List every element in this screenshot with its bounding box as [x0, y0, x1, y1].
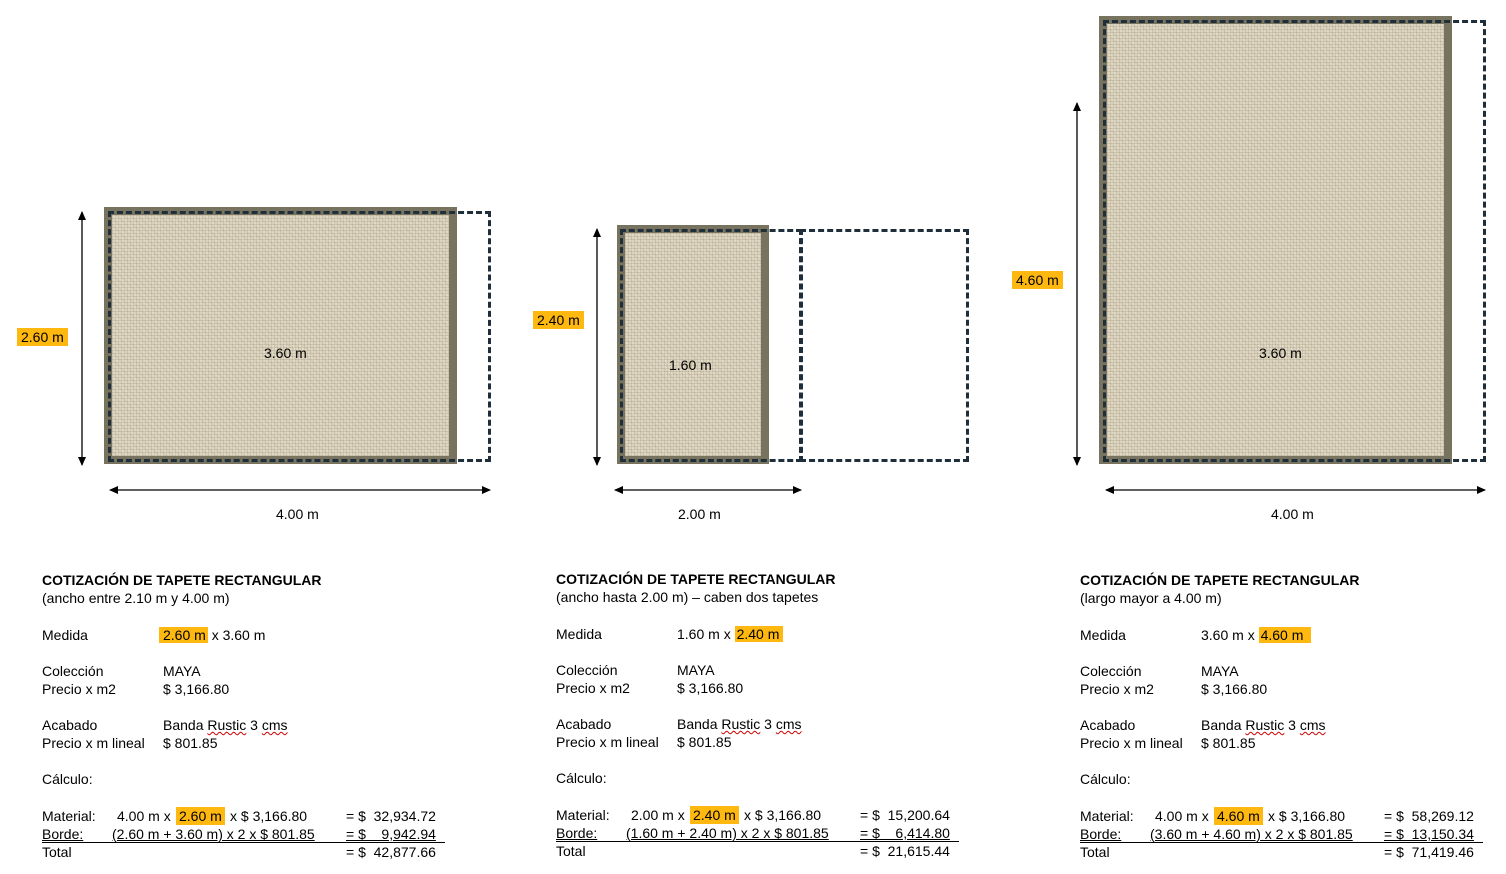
acabado-row — [556, 715, 986, 733]
borde-label: Borde: — [1080, 826, 1122, 842]
borde-row — [42, 825, 472, 843]
rug3-dashed-outline — [1103, 20, 1486, 462]
borde-formula: (1.60 m + 2.40 m) x 2 x $ 801.85 — [626, 825, 829, 841]
total-row — [556, 842, 986, 860]
rug2-inner-width-label: 1.60 m — [669, 357, 712, 373]
coleccion-row — [556, 661, 986, 679]
material-formula-pre: 2.00 m x — [631, 807, 685, 823]
material-highlight: 2.60 m — [176, 807, 225, 825]
precio-m2-value: $ 3,166.80 — [677, 680, 744, 696]
borde-total: = $ 13,150.34 — [1384, 826, 1474, 842]
spellcheck-word: Rustic — [721, 716, 761, 732]
precio-lineal-value: $ 801.85 — [1201, 735, 1256, 751]
material-row — [556, 806, 986, 824]
precio-lineal-row — [556, 733, 986, 751]
medida-highlight: 2.60 m — [159, 627, 208, 643]
quote-block-3 — [1080, 571, 1506, 861]
borde-underline-1 — [42, 842, 445, 843]
precio-m2-value: $ 3,166.80 — [163, 681, 230, 697]
rug3-outer-width-label: 4.00 m — [1271, 506, 1314, 522]
calculo-row — [42, 770, 472, 788]
precio-m2-label: Precio x m2 — [42, 681, 116, 697]
spellcheck-word: cms — [261, 717, 288, 733]
borde-formula: (3.60 m + 4.60 m) x 2 x $ 801.85 — [1150, 826, 1353, 842]
coleccion-value: MAYA — [1201, 663, 1239, 679]
acabado-value: Banda Rustic 3 cms — [1201, 717, 1326, 733]
precio-m2-label: Precio x m2 — [556, 680, 630, 696]
material-highlight: 4.60 m — [1214, 807, 1263, 825]
quote-block-1 — [42, 571, 472, 861]
spellcheck-word: Rustic — [1245, 717, 1285, 733]
spellcheck-word: Rustic — [207, 717, 247, 733]
quote-subtitle: (ancho hasta 2.00 m) – caben dos tapetes — [556, 589, 819, 605]
calculo-label: Cálculo: — [42, 771, 93, 787]
calculo-row — [1080, 770, 1506, 788]
borde-label: Borde: — [556, 825, 598, 841]
quote-title: COTIZACIÓN DE TAPETE RECTANGULAR — [42, 572, 322, 588]
quote-block-2 — [556, 570, 986, 860]
medida-label: Medida — [1080, 627, 1126, 643]
borde-row — [556, 824, 986, 842]
material-formula-post: x $ 3,166.80 — [744, 807, 822, 823]
borde-underline-2 — [556, 841, 959, 842]
acabado-label: Acabado — [42, 717, 98, 733]
material-total: = $ 15,200.64 — [860, 807, 950, 823]
borde-label: Borde: — [42, 826, 84, 842]
acabado-value: Banda Rustic 3 cms — [163, 717, 288, 733]
rug1-outer-width-label: 4.00 m — [276, 506, 319, 522]
total-label: Total — [1080, 844, 1110, 860]
borde-total: = $ 9,942.94 — [346, 826, 436, 842]
material-row — [1080, 807, 1506, 825]
rug3-inner-width-label: 3.60 m — [1259, 345, 1302, 361]
precio-m2-row — [42, 680, 472, 698]
rug2-outer-width-label: 2.00 m — [678, 506, 721, 522]
total-row — [1080, 843, 1506, 861]
coleccion-label: Colección — [556, 662, 618, 678]
borde-row — [1080, 825, 1506, 843]
precio-lineal-value: $ 801.85 — [677, 734, 732, 750]
quote-title: COTIZACIÓN DE TAPETE RECTANGULAR — [1080, 572, 1360, 588]
medida-rest: x 3.60 m — [211, 627, 266, 643]
quote-subtitle: (largo mayor a 4.00 m) — [1080, 590, 1222, 606]
rug2-dashed-outline-right — [800, 229, 969, 462]
quote-subtitle: (ancho entre 2.10 m y 4.00 m) — [42, 590, 230, 606]
rug1-inner-width-label: 3.60 m — [264, 345, 307, 361]
rug3-height-label: 4.60 m — [1012, 271, 1063, 289]
total-value: = $ 71,419.46 — [1384, 844, 1474, 860]
medida-rest: 3.60 m x — [1201, 627, 1255, 643]
material-total: = $ 32,934.72 — [346, 808, 436, 824]
medida-rest: 1.60 m x — [677, 626, 731, 642]
material-label: Material: — [42, 808, 96, 824]
material-formula-pre: 4.00 m x — [117, 808, 171, 824]
borde-total: = $ 6,414.80 — [860, 825, 950, 841]
material-label: Material: — [556, 807, 610, 823]
precio-m2-row — [1080, 680, 1506, 698]
spellcheck-word: cms — [1299, 717, 1326, 733]
material-formula-post: x $ 3,166.80 — [1268, 808, 1346, 824]
borde-formula: (2.60 m + 3.60 m) x 2 x $ 801.85 — [112, 826, 315, 842]
material-highlight: 2.40 m — [690, 806, 739, 824]
precio-lineal-label: Precio x m lineal — [556, 734, 659, 750]
quote-title: COTIZACIÓN DE TAPETE RECTANGULAR — [556, 571, 836, 587]
precio-lineal-label: Precio x m lineal — [42, 735, 145, 751]
coleccion-row — [1080, 662, 1506, 680]
coleccion-value: MAYA — [163, 663, 201, 679]
rug2-dashed-outline-left — [620, 229, 802, 462]
medida-label: Medida — [556, 626, 602, 642]
medida-highlight: 4.60 m — [1259, 627, 1312, 643]
total-value: = $ 21,615.44 — [860, 843, 950, 859]
medida-row — [1080, 626, 1506, 644]
calculo-row — [556, 769, 986, 787]
precio-m2-row — [556, 679, 986, 697]
medida-row — [556, 625, 986, 643]
rug1-height-label: 2.60 m — [17, 328, 68, 346]
acabado-row — [42, 716, 472, 734]
rug1-dashed-outline — [108, 211, 491, 462]
spellcheck-word: cms — [775, 716, 802, 732]
material-row — [42, 807, 472, 825]
coleccion-value: MAYA — [677, 662, 715, 678]
borde-underline-3 — [1080, 842, 1483, 843]
precio-lineal-row — [1080, 734, 1506, 752]
total-label: Total — [42, 844, 72, 860]
precio-lineal-label: Precio x m lineal — [1080, 735, 1183, 751]
precio-lineal-row — [42, 734, 472, 752]
acabado-label: Acabado — [1080, 717, 1136, 733]
coleccion-label: Colección — [42, 663, 104, 679]
material-formula-post: x $ 3,166.80 — [230, 808, 308, 824]
precio-m2-value: $ 3,166.80 — [1201, 681, 1268, 697]
precio-lineal-value: $ 801.85 — [163, 735, 218, 751]
total-value: = $ 42,877.66 — [346, 844, 436, 860]
medida-highlight: 2.40 m — [735, 626, 784, 642]
acabado-value: Banda Rustic 3 cms — [677, 716, 802, 732]
coleccion-label: Colección — [1080, 663, 1142, 679]
coleccion-row — [42, 662, 472, 680]
medida-label: Medida — [42, 627, 88, 643]
calculo-label: Cálculo: — [1080, 771, 1131, 787]
material-label: Material: — [1080, 808, 1134, 824]
calculo-label: Cálculo: — [556, 770, 607, 786]
medida-row — [42, 626, 472, 644]
acabado-label: Acabado — [556, 716, 612, 732]
acabado-row — [1080, 716, 1506, 734]
total-row — [42, 843, 472, 861]
material-formula-pre: 4.00 m x — [1155, 808, 1209, 824]
precio-m2-label: Precio x m2 — [1080, 681, 1154, 697]
material-total: = $ 58,269.12 — [1384, 808, 1474, 824]
total-label: Total — [556, 843, 586, 859]
rug2-height-label: 2.40 m — [533, 311, 584, 329]
